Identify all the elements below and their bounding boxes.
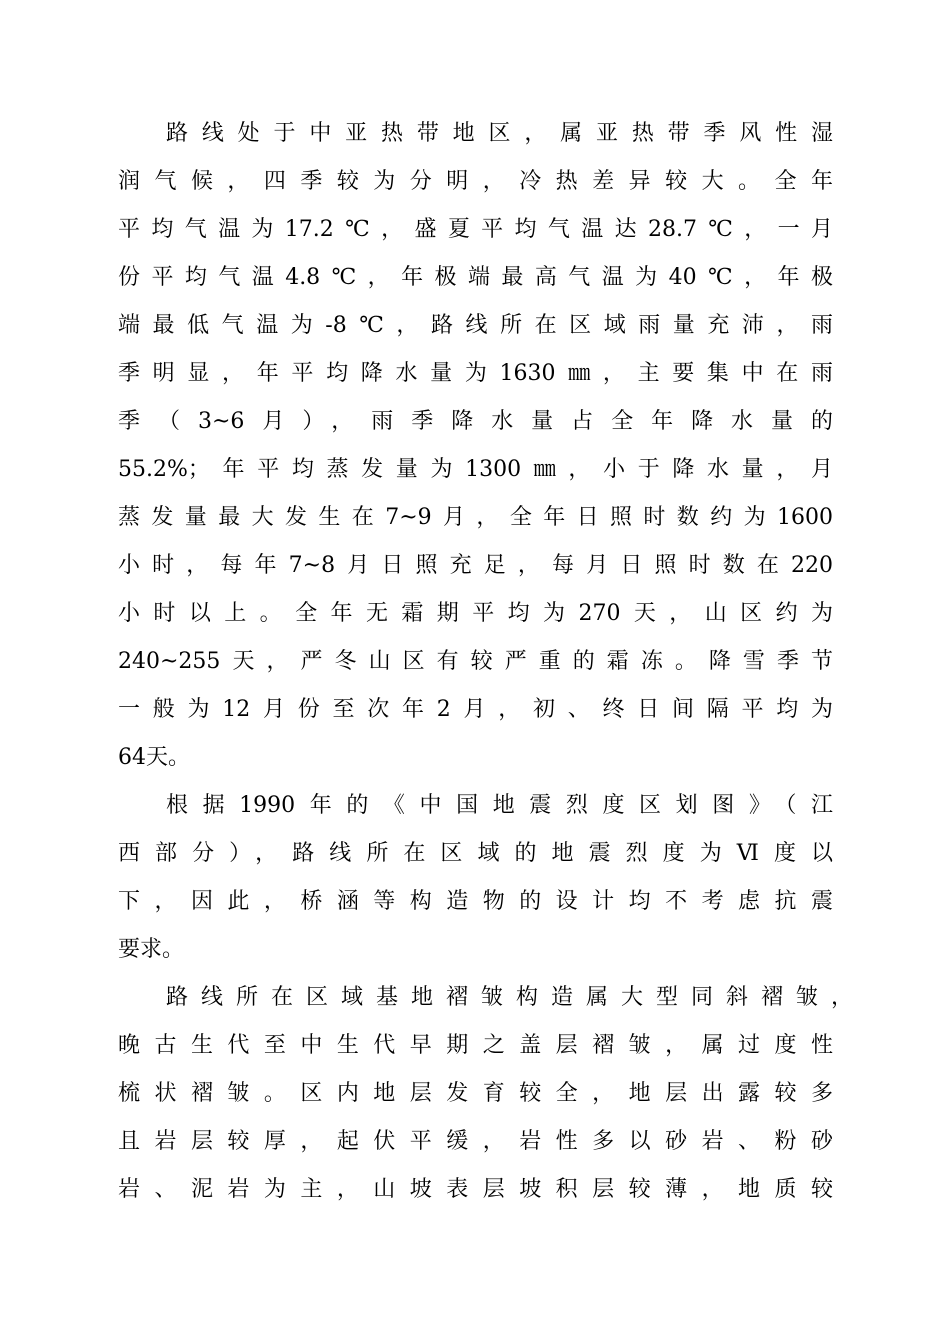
text-line: 根据1990年的《中国地震烈度区划图》（江 xyxy=(166,793,833,818)
text-line: 季明显，年平均降水量为1630㎜，主要集中在雨 xyxy=(118,361,833,386)
text-line: 梳状褶皱。区内地层发育较全，地层出露较多 xyxy=(118,1081,833,1106)
text-line: 路线所在区域基地褶皱构造属大型同斜褶皱， xyxy=(166,985,853,1010)
text-line: 晚古生代至中生代早期之盖层褶皱，属过度性 xyxy=(118,1033,833,1058)
text-line: 蒸发量最大发生在7~9月，全年日照时数约为1600 xyxy=(118,505,833,530)
text-line: 岩、泥岩为主，山坡表层坡积层较薄，地质较 xyxy=(118,1177,833,1202)
text-line: 小时，每年7~8月日照充足，每月日照时数在220 xyxy=(118,553,833,578)
text-line: 下，因此，桥涵等构造物的设计均不考虑抗震 xyxy=(118,889,833,914)
text-line: 份平均气温4.8℃，年极端最高气温为40℃，年极 xyxy=(118,265,833,290)
text-line: 64天。 xyxy=(118,745,190,770)
text-line: 季（3~6月），雨季降水量占全年降水量的 xyxy=(118,409,833,434)
text-line: 要求。 xyxy=(118,937,185,962)
text-line: 西部分），路线所在区域的地震烈度为Ⅵ度以 xyxy=(118,841,833,866)
text-line: 一般为12月份至次年2月，初、终日间隔平均为 xyxy=(118,697,833,722)
text-line: 平均气温为17.2℃，盛夏平均气温达28.7℃，一月 xyxy=(118,217,833,242)
text-line: 端最低气温为-8℃，路线所在区域雨量充沛，雨 xyxy=(118,313,833,338)
text-line: 小时以上。全年无霜期平均为270天，山区约为 xyxy=(118,601,833,626)
text-line: 240~255天，严冬山区有较严重的霜冻。降雪季节 xyxy=(118,649,833,674)
text-line: 且岩层较厚，起伏平缓，岩性多以砂岩、粉砂 xyxy=(118,1129,833,1154)
text-line: 润气候，四季较为分明，冷热差异较大。全年 xyxy=(118,169,833,194)
text-line: 路线处于中亚热带地区，属亚热带季风性湿 xyxy=(166,121,833,146)
text-line: 55.2%；年平均蒸发量为1300㎜，小于降水量，月 xyxy=(118,457,833,482)
